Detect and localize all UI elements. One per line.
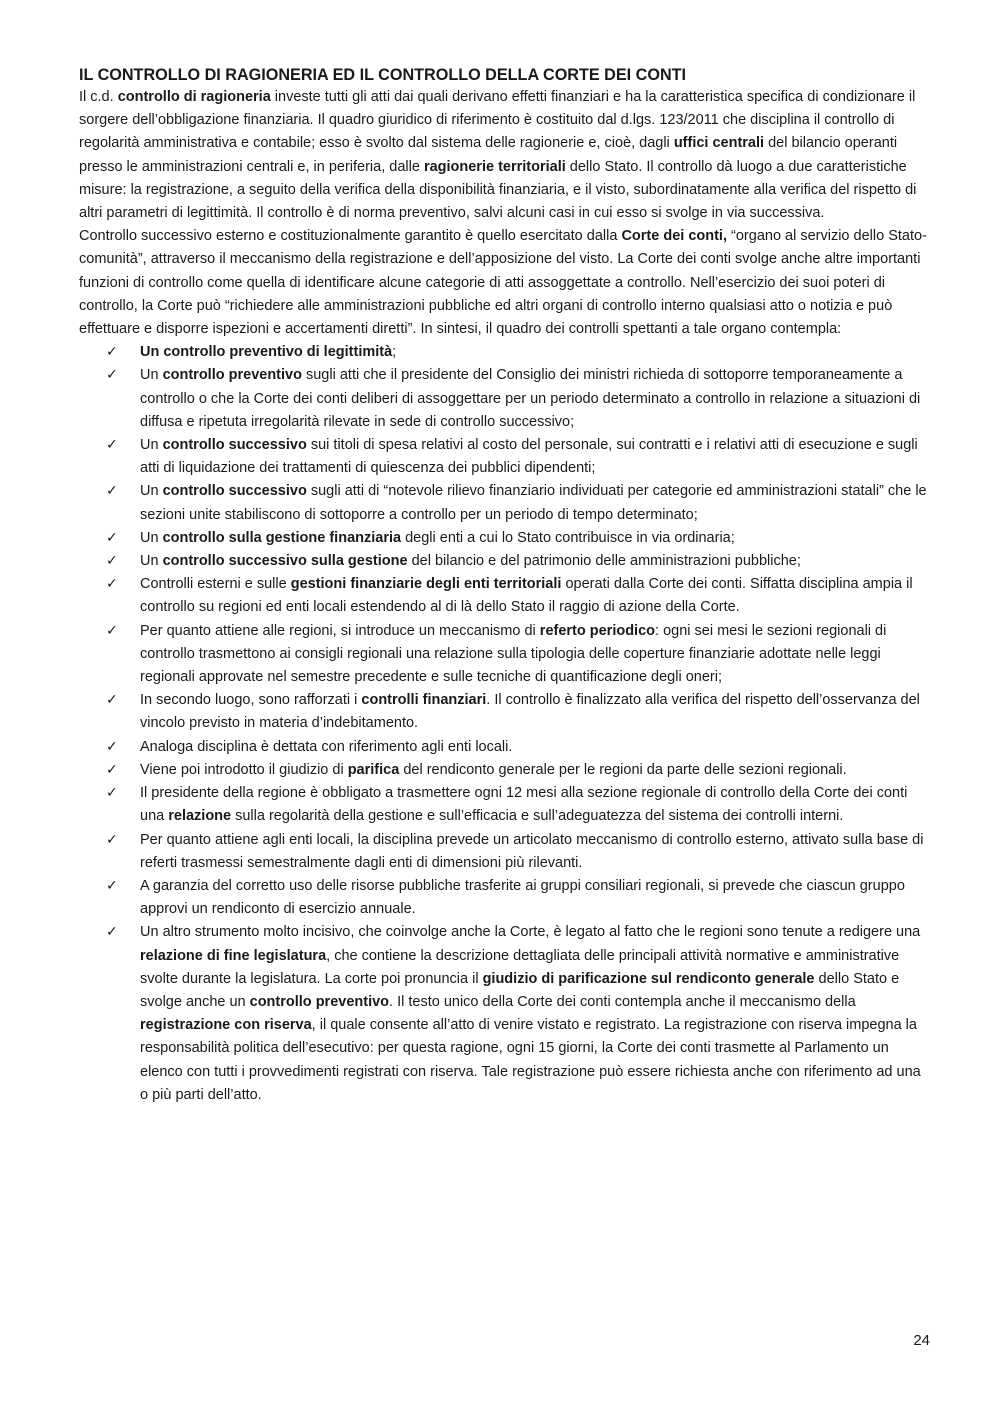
checkmark-icon: ✓	[106, 553, 118, 570]
list-item	[79, 364, 927, 434]
text-run: : ogni sei mesi le sezioni regionali di controllo trasmettono ai consigli regionali una relazione sulla tipologia delle coperture finanziarie adottate nelle leggi regionali approvate nel semestre precedente e sulle tecniche di quantificazione degli oneri;	[140, 622, 887, 686]
checkmark-icon: ✓	[106, 622, 118, 639]
page-title: IL CONTROLLO DI RAGIONERIA ED IL CONTROLLO DELLA CORTE DEI CONTI	[79, 66, 687, 84]
checkmark-icon: ✓	[106, 367, 118, 384]
document-body	[79, 86, 927, 1107]
checkmark-icon: ✓	[106, 877, 118, 894]
text-run: . Il testo unico della Corte dei conti contempla anche il meccanismo della	[389, 993, 856, 1010]
bold-term: controllo successivo	[162, 437, 307, 454]
text-run: Controlli esterni e sulle	[140, 576, 291, 593]
list-item	[79, 689, 927, 735]
text-run: operati dalla Corte dei conti. Siffatta disciplina ampia il controllo su regioni ed enti locali estendendo al di là dello Stato il raggio di azione della Corte.	[140, 576, 913, 616]
bold-term: parifica	[347, 761, 400, 778]
list-item	[79, 341, 927, 364]
checkmark-icon: ✓	[106, 692, 118, 709]
bold-term: controlli finanziari	[361, 692, 487, 709]
text-run: Per quanto attiene agli enti locali, la disciplina prevede un articolato meccanismo di controllo esterno, attivato sulla base di referti trasmessi semestralmente dagli enti di dimensioni più rilevanti.	[140, 831, 924, 871]
text-run: dello Stato. Il controllo dà luogo a due caratteristiche misure: la registrazione, a seguito della verifica della disponibilità finanziaria, e il visto, subordinatamente alla verifica del rispetto di altri parametri di legittimità. Il controllo è di norma preventivo, salvi alcuni casi in cui esso si svolge in via successiva.	[79, 158, 917, 222]
text-run: Il presidente della regione è obbligato a trasmettere ogni 12 mesi alla sezione regionale di controllo della Corte dei conti una	[140, 785, 908, 825]
text-run: del bilancio operanti presso le amministrazioni centrali e, in periferia, dalle	[79, 135, 898, 175]
paragraph-corte-dei-conti	[79, 225, 927, 341]
text-run: “organo al servizio dello Stato- comunità”, attraverso il meccanismo della registrazione e dell’apposizione del visto. La Corte dei conti svolge anche altre importanti funzioni di controllo come quella di identificare alcune categorie di atti assoggettate a controllo. Nell’esercizio dei suoi poteri di controllo, la Corte può “richiedere alle amministrazioni pubbliche ed altri organi di controllo interno qualsiasi atto o notizia e può effettuare e disporre ispezioni e accertamenti diretti”. In sintesi, il quadro dei controlli spettanti a tale organo contempla:	[79, 228, 927, 338]
text-run: , il quale consente all’atto di venire vistato e registrato. La registrazione con riserva impegna la responsabilità politica dell’esecutivo: per questa ragione, ogni 15 giorni, la Corte dei conti trasmette al Parlamento un elenco con tutti i provvedimenti registrati con riserva. Tale registrazione può essere richiesta anche con riferimento ad una o più parti dell’atto.	[140, 1017, 921, 1103]
bold-term: controllo preventivo	[162, 367, 302, 384]
list-item	[79, 759, 927, 782]
list-item	[79, 782, 927, 828]
checkmark-icon: ✓	[106, 924, 118, 941]
text-run: Un	[140, 553, 163, 570]
text-run: . Il controllo è finalizzato alla verifica del rispetto dell’osservanza del vincolo previsto in materia d’indebitamento.	[140, 692, 920, 732]
text-run: Il c.d.	[79, 89, 118, 105]
list-item	[79, 875, 927, 921]
bold-term: gestioni finanziarie degli enti territoriali	[290, 576, 562, 593]
bold-term: uffici centrali	[673, 135, 765, 152]
text-run: sugli atti che il presidente del Consiglio dei ministri richieda di sottoporre temporaneamente a controllo o che la Corte dei conti deliberi di assoggettare per un periodo determinato a controllo in relazione a situazioni di diffusa e ripetuta irregolarità rilevate in sede di controllo successivo;	[140, 367, 921, 430]
checkmark-icon: ✓	[106, 483, 118, 500]
text-run: Viene poi introdotto il giudizio di	[140, 761, 348, 778]
bold-term: controllo sulla gestione finanziaria	[162, 529, 402, 546]
text-run: investe tutti gli atti dai quali derivano effetti finanziari e ha la caratteristica specifica di condizionare il sorgere dell’obbligazione finanziaria. Il quadro giuridico di riferimento è costituito dal d.lgs. 123/2011 che disciplina il controllo di regolarità amministrativa e contabile; esso è svolto dal sistema delle ragionerie e, cioè, dagli	[79, 89, 916, 152]
bold-term: controllo successivo	[162, 483, 307, 500]
text-run: Un altro strumento molto incisivo, che coinvolge anche la Corte, è legato al fatto che le regioni sono tenute a redigere una	[140, 924, 921, 941]
paragraph-controllo-ragioneria	[79, 86, 927, 225]
bold-term: controllo successivo sulla gestione	[162, 553, 408, 570]
bold-term: giudizio di parificazione sul rendiconto generale	[482, 970, 815, 987]
checkmark-icon: ✓	[106, 831, 118, 848]
checkmark-icon: ✓	[106, 576, 118, 593]
checkmark-icon: ✓	[106, 437, 118, 454]
list-item	[79, 550, 927, 573]
list-item	[79, 736, 927, 759]
bold-term: relazione	[168, 808, 232, 825]
checkmark-icon: ✓	[106, 785, 118, 802]
text-run: Analoga disciplina è dettata con riferimento agli enti locali.	[140, 738, 513, 755]
text-run: sulla regolarità della gestione e sull’efficacia e sull’adeguatezza del sistema dei controlli interni.	[231, 808, 844, 825]
list-item	[79, 829, 927, 875]
text-run: Un	[140, 529, 163, 546]
checkmark-icon: ✓	[106, 344, 118, 361]
text-run: Controllo successivo esterno e costituzionalmente garantito è quello esercitato dalla	[79, 228, 622, 245]
text-run: dello Stato e svolge anche un	[140, 970, 900, 1010]
bold-term: ragionerie territoriali	[423, 158, 566, 175]
checkmark-icon: ✓	[106, 529, 118, 546]
bold-term: controllo preventivo	[249, 993, 390, 1010]
list-item	[79, 434, 927, 480]
bold-term: Un controllo preventivo di legittimità	[140, 344, 393, 361]
text-run: Un	[140, 367, 163, 384]
text-run: Un	[140, 437, 163, 454]
checkmark-icon: ✓	[106, 761, 118, 778]
bold-term: Corte dei conti,	[621, 228, 727, 245]
text-run: del bilancio e del patrimonio delle amministrazioni pubbliche;	[407, 553, 801, 570]
list-item	[79, 480, 927, 526]
text-run: sugli atti di “notevole rilievo finanziario individuati per categorie ed amministrazioni statali” che le sezioni unite stabiliscono di sottoporre a controllo per un periodo di tempo determinato;	[140, 483, 927, 523]
controls-checklist	[79, 341, 927, 1107]
list-item	[79, 527, 927, 550]
bold-term: relazione di fine legislatura	[140, 947, 327, 964]
text-run: In secondo luogo, sono rafforzati i	[140, 692, 362, 709]
text-run: ;	[392, 344, 397, 361]
list-item	[79, 620, 927, 690]
bold-term: controllo di ragioneria	[117, 89, 271, 105]
page-number: 24	[913, 1332, 930, 1349]
text-run: Un	[140, 483, 163, 500]
checkmark-icon: ✓	[106, 738, 118, 755]
list-item	[79, 573, 927, 619]
text-run: , che contiene la descrizione dettagliata delle principali attività normative e amministrative svolte durante la legislatura. La corte poi pronuncia il	[140, 947, 900, 987]
text-run: del rendiconto generale per le regioni da parte delle sezioni regionali.	[399, 761, 847, 778]
text-run: degli enti a cui lo Stato contribuisce in via ordinaria;	[401, 529, 735, 546]
text-run: A garanzia del corretto uso delle risorse pubbliche trasferite ai gruppi consiliari regionali, si prevede che ciascun gruppo approvi un rendiconto di esercizio annuale.	[140, 877, 905, 918]
list-item	[79, 921, 927, 1107]
bold-term: registrazione con riserva	[140, 1017, 312, 1034]
text-run: sui titoli di spesa relativi al costo del personale, sui contratti e i relativi atti di esecuzione e sugli atti di liquidazione dei trattamenti di quiescenza dei pubblici dipendenti;	[140, 437, 918, 477]
bold-term: referto periodico	[539, 622, 656, 639]
text-run: Per quanto attiene alle regioni, si introduce un meccanismo di	[140, 622, 540, 639]
